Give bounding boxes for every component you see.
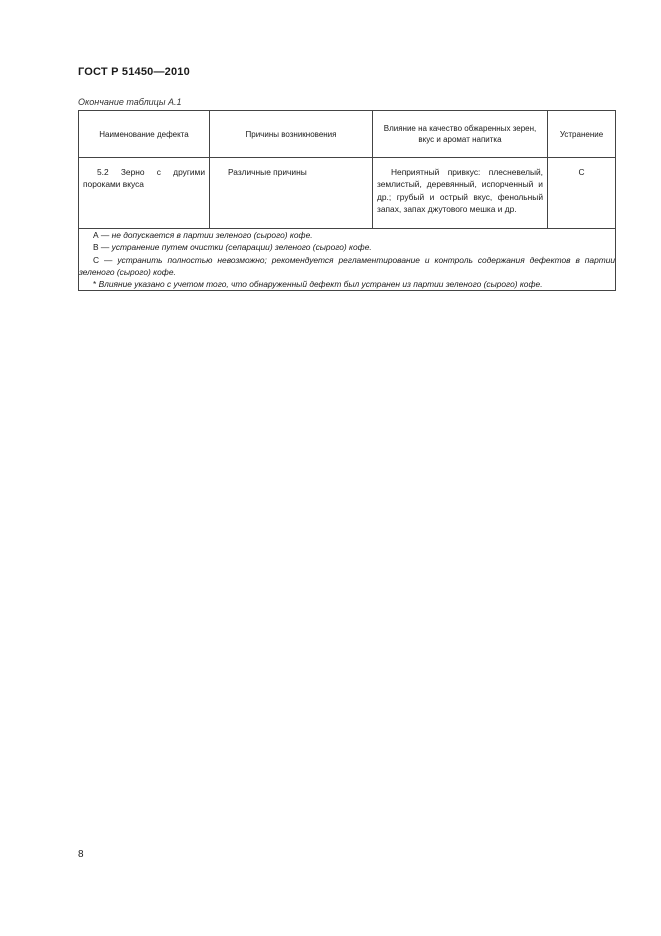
- note-c: [79, 254, 615, 279]
- column-header-removal: Устранение: [548, 111, 616, 158]
- table-header-row: [79, 111, 616, 158]
- cell-cause: Различные причины: [210, 158, 373, 229]
- defects-table: [78, 110, 616, 291]
- table-notes: [79, 229, 616, 291]
- note-a-lead: А —: [93, 230, 110, 240]
- note-a: [79, 229, 615, 241]
- page-number: 8: [78, 849, 84, 860]
- note-footnote-text: Влияние указано с учетом того, что обнаруженный дефект был устранен из партии зеленого (сырого) кофе.: [98, 279, 543, 290]
- cell-defect: 5.2 Зерно с другими пороками вкуса: [79, 158, 210, 229]
- cell-removal: С: [548, 158, 616, 229]
- document-standard-title: ГОСТ Р 51450—2010: [78, 66, 190, 78]
- cell-influence: Неприятный привкус: плесневелый, землистый, деревянный, испорченный и др.; грубый и острый вкус, фенольный запах, запах джутового мешка и др.: [373, 158, 548, 229]
- note-footnote-lead: *: [93, 279, 97, 290]
- note-c-lead: С —: [93, 254, 113, 265]
- note-b-lead: В —: [93, 242, 110, 253]
- note-a-text: не допускается в партии зеленого (сырого) кофе.: [111, 230, 313, 240]
- column-header-influence: Влияние на качество обжаренных зерен, вкус и аромат напитка: [373, 111, 548, 158]
- column-header-cause: Причины возникновения: [210, 111, 373, 158]
- note-b: [79, 241, 615, 253]
- note-footnote: [79, 278, 615, 290]
- table-caption: Окончание таблицы А.1: [78, 97, 182, 107]
- note-c-text: устранить полностью невозможно; рекомендуется регламентирование и контроль содержания дефектов в партии зеленого (сырого) кофе.: [79, 254, 616, 277]
- table-notes-row: [79, 229, 616, 291]
- note-b-text: устранение путем очистки (сепарации) зеленого (сырого) кофе.: [111, 242, 372, 253]
- table-row: [79, 158, 616, 229]
- column-header-defect: Наименование дефекта: [79, 111, 210, 158]
